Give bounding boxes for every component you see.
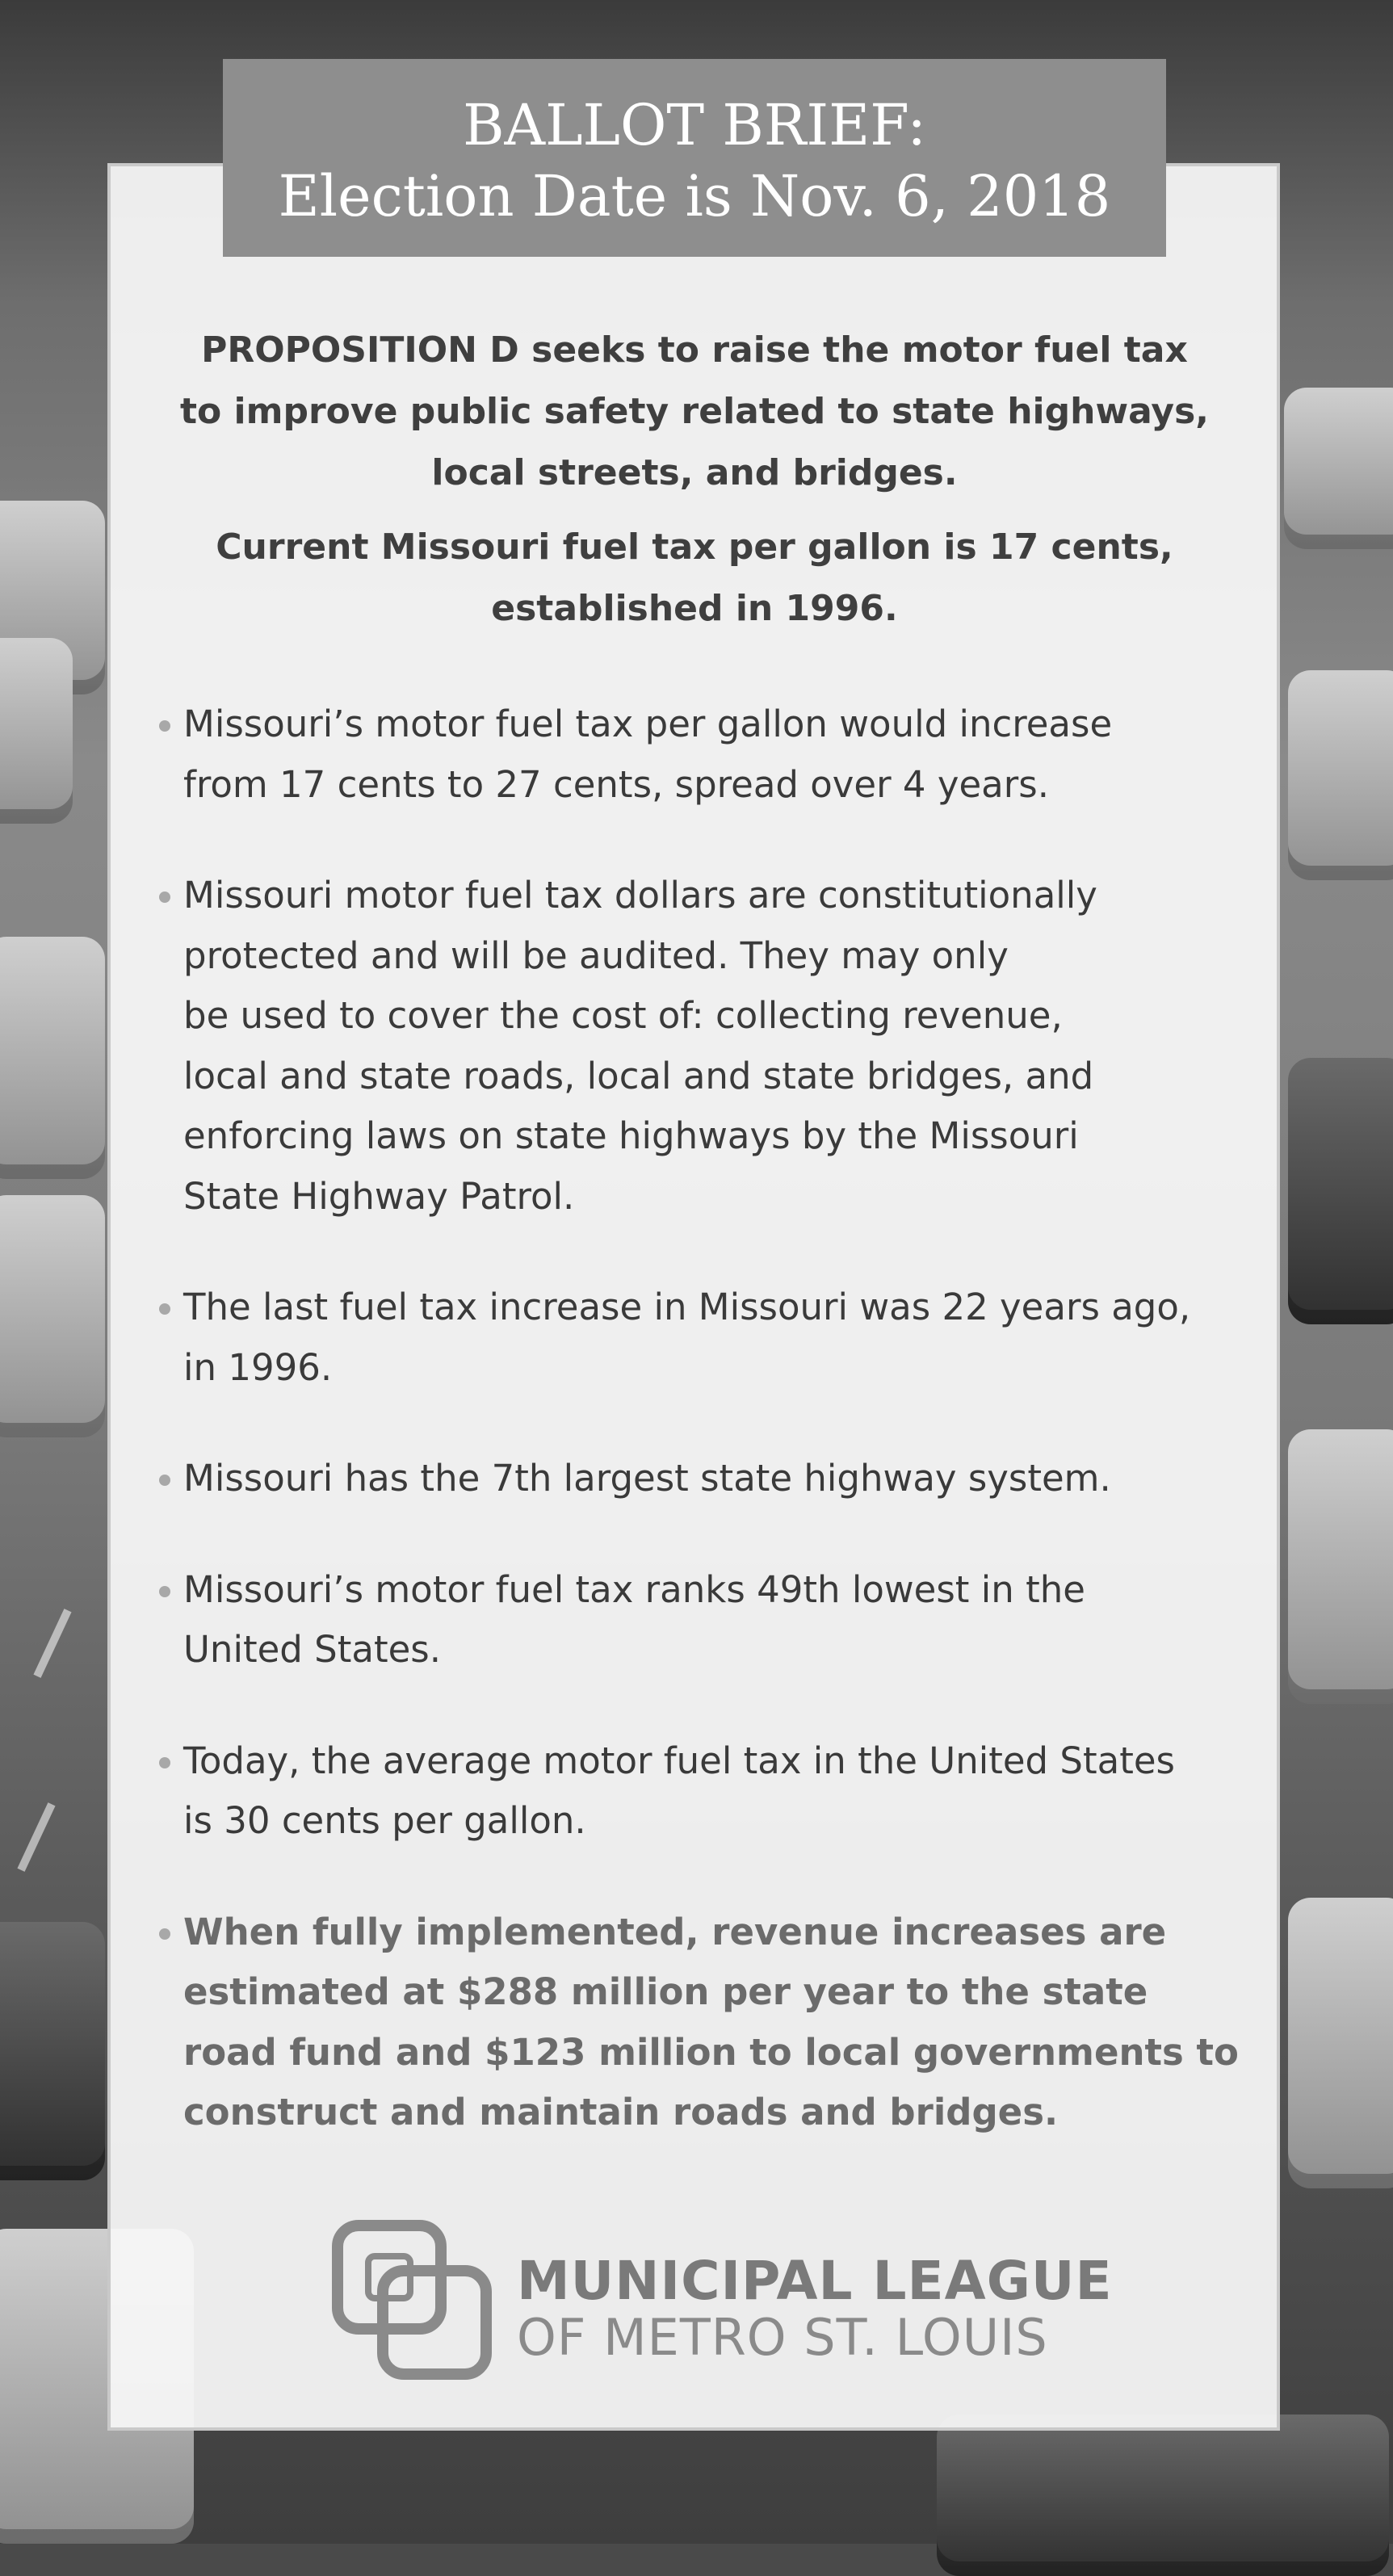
bullet-line: local and state roads, local and state bridges, and: [183, 1054, 1094, 1097]
car-shape: [0, 1922, 105, 2180]
intro-line: Current Missouri fuel tax per gallon is 17 cents,: [216, 527, 1173, 568]
proposition-summary: [162, 320, 1227, 504]
bullet-line: construct and maintain roads and bridges.: [183, 2091, 1059, 2133]
intro-line: established in 1996.: [491, 588, 898, 629]
bullet-line: Missouri’s motor fuel tax per gallon would increase: [183, 703, 1113, 745]
bullet-dot-icon: [159, 1475, 170, 1486]
bullet-line: The last fuel tax increase in Missouri was 22 years ago,: [183, 1286, 1191, 1328]
list-item: [157, 694, 1264, 815]
intro-line: PROPOSITION D seeks to raise the motor fuel tax: [201, 329, 1188, 371]
bullet-dot-icon: [159, 1586, 170, 1597]
bullet-line: from 17 cents to 27 cents, spread over 4 years.: [183, 762, 1050, 806]
header-title: BALLOT BRIEF:: [463, 92, 926, 158]
car-shape: [1288, 1898, 1393, 2188]
list-item: [157, 1278, 1264, 1398]
car-shape: [937, 2414, 1389, 2576]
header-election-date: Election Date is Nov. 6, 2018: [278, 163, 1111, 229]
bullet-dot-icon: [159, 720, 170, 732]
intro-line: local streets, and bridges.: [431, 452, 958, 493]
lane-marking: [33, 1609, 71, 1678]
bullet-line: enforcing laws on state highways by the Missouri: [183, 1114, 1079, 1157]
ballot-brief-header: [223, 59, 1166, 257]
interlocking-squares-logo-icon: [331, 2219, 493, 2381]
bullet-line: Today, the average motor fuel tax in the United States: [183, 1739, 1175, 1782]
bullet-line: in 1996.: [183, 1345, 333, 1389]
car-shape: [0, 1195, 105, 1437]
bullet-dot-icon: [159, 892, 170, 903]
bullet-line: When fully implemented, revenue increases are: [183, 1910, 1167, 1953]
bullet-line: Missouri’s motor fuel tax ranks 49th lowest in the: [183, 1567, 1085, 1611]
list-item: [157, 1560, 1264, 1680]
bullet-line: road fund and $123 million to local governments to: [183, 2030, 1239, 2074]
list-item: [157, 1731, 1264, 1852]
bullet-line: estimated at $288 million per year to the state: [183, 1970, 1148, 2013]
list-item: [157, 1449, 1264, 1509]
bullet-dot-icon: [159, 1303, 170, 1315]
bullet-line: Missouri has the 7th largest state highway system.: [183, 1457, 1111, 1500]
fact-list: [157, 694, 1264, 2143]
bullet-dot-icon: [159, 1757, 170, 1768]
municipal-league-logo: [331, 2219, 1113, 2381]
bullet-line: State Highway Patrol.: [183, 1174, 575, 1218]
logo-location-line: OF METRO ST. LOUIS: [517, 2308, 1048, 2367]
bullet-line: is 30 cents per gallon.: [183, 1799, 586, 1842]
car-shape: [1288, 670, 1393, 880]
intro-line: to improve public safety related to state highways,: [179, 391, 1210, 432]
car-shape: [0, 638, 73, 824]
list-item: [157, 866, 1264, 1227]
bullet-line: be used to cover the cost of: collecting revenue,: [183, 994, 1063, 1037]
bullet-line: Missouri motor fuel tax dollars are constitutionally: [183, 874, 1097, 917]
car-shape: [1288, 1429, 1393, 1704]
list-item: [157, 1903, 1264, 2143]
car-shape: [1284, 388, 1393, 549]
car-shape: [0, 937, 105, 1179]
lane-marking: [17, 1802, 55, 1872]
car-shape: [1288, 1058, 1393, 1324]
bullet-line: protected and will be audited. They may only: [183, 933, 1009, 977]
bullet-dot-icon: [159, 1928, 170, 1940]
bullet-line: United States.: [183, 1628, 442, 1671]
logo-name-line: MUNICIPAL LEAGUE: [517, 2250, 1113, 2312]
current-tax-statement: [162, 517, 1227, 640]
